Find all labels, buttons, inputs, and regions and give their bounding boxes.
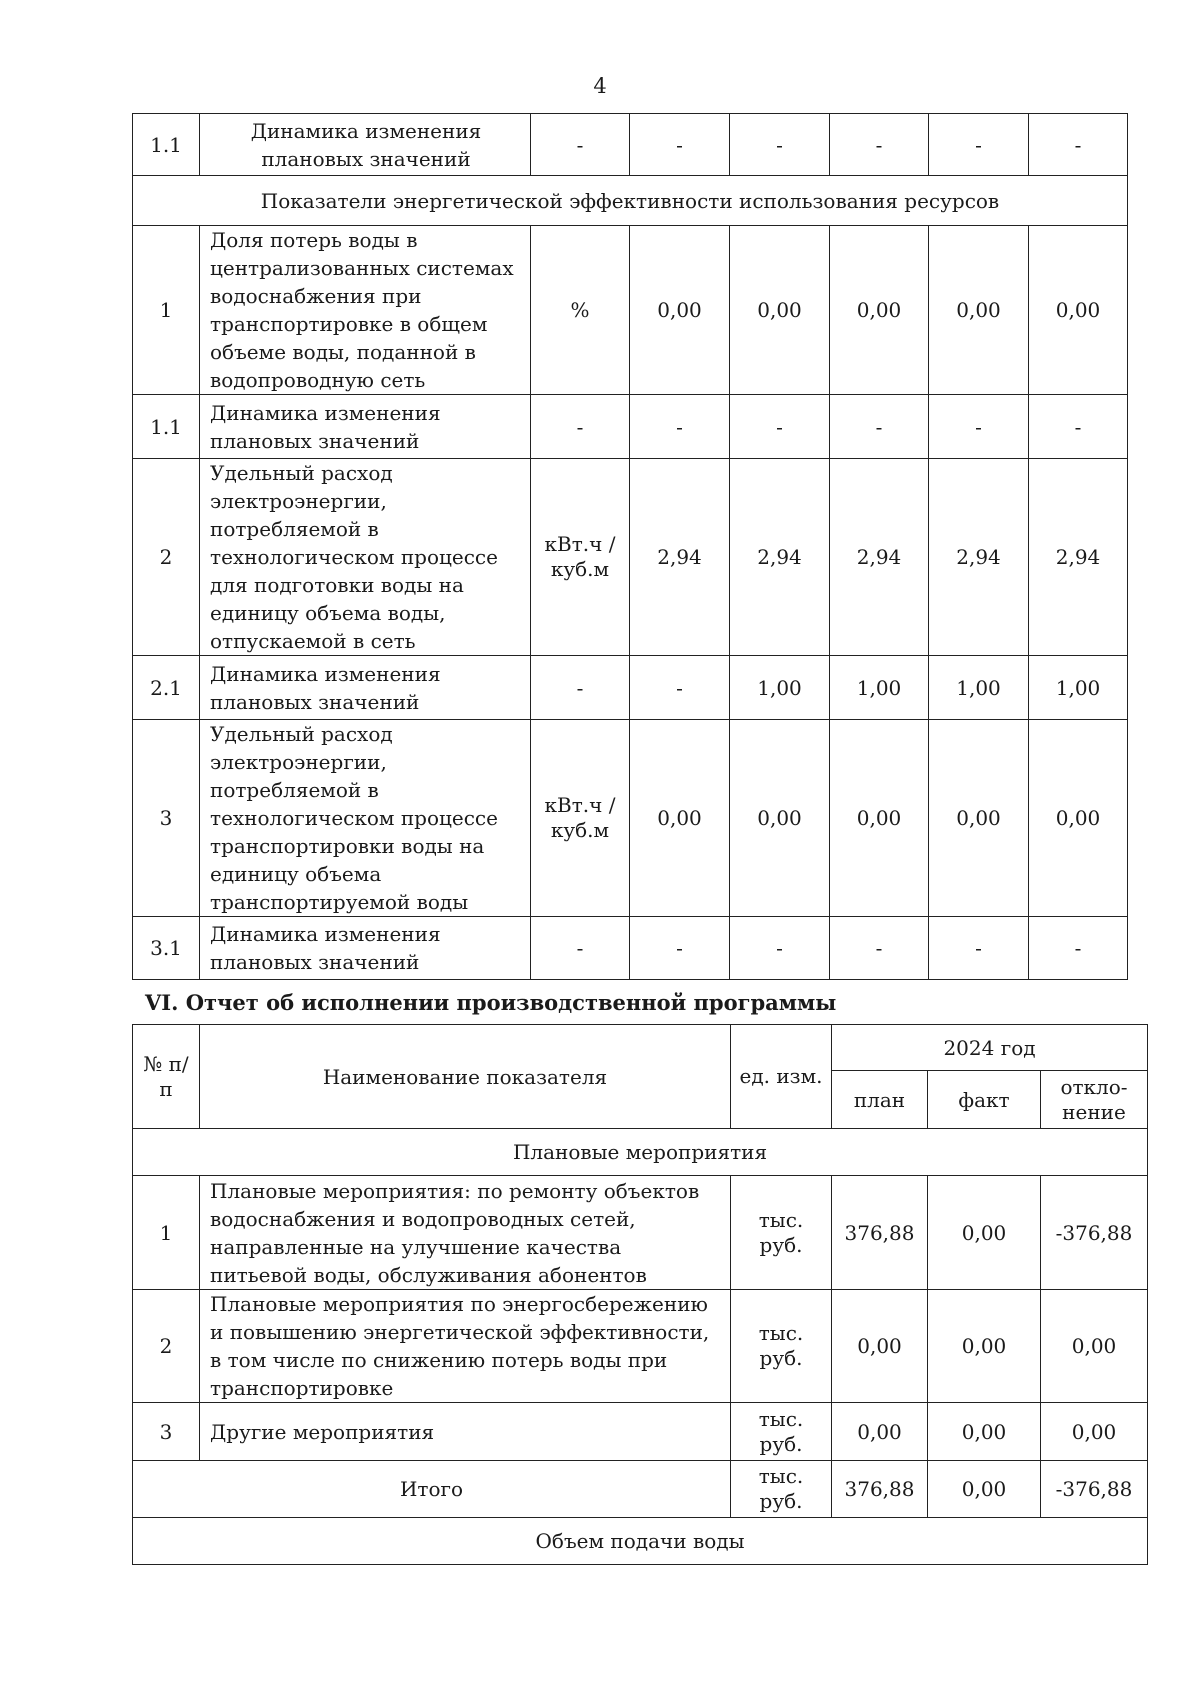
value-cell: - [730,917,830,980]
deviation-cell: -376,88 [1041,1176,1148,1290]
value-cell: - [630,395,730,459]
table-row [133,1403,1148,1461]
header-year: 2024 год [832,1025,1148,1071]
unit-cell: тыс. руб. [731,1176,832,1290]
indicator-name: Доля потерь воды в централизованных системах водоснабжения при транспортировке в общем объеме воды, поданной в водопроводную сеть [200,226,531,395]
value-cell: - [630,114,730,176]
value-cell: - [929,917,1029,980]
section-row [133,176,1128,226]
unit-cell: тыс. руб. [731,1403,832,1461]
indicator-name: Динамика изменения плановых значений [200,917,531,980]
indicator-name: Удельный расход электроэнергии, потребляемой в технологическом процессе транспортировки воды на единицу объема транспортируемой воды [200,720,531,917]
total-label: Итого [133,1461,731,1518]
section-row [133,1129,1148,1176]
table-row [133,1176,1148,1290]
page-number: 4 [593,74,607,98]
fact-cell: 0,00 [928,1461,1041,1518]
value-cell: 1,00 [1029,656,1128,720]
table-row [133,720,1128,917]
row-number: 3 [133,1403,200,1461]
row-number: 2.1 [133,656,200,720]
unit-cell: % [531,226,630,395]
unit-cell: - [531,917,630,980]
value-cell: 0,00 [929,226,1029,395]
row-number: 1 [133,1176,200,1290]
unit-cell: тыс. руб. [731,1290,832,1403]
value-cell: 0,00 [630,720,730,917]
measure-name: Плановые мероприятия по энергосбережению и повышению энергетической эффективности, в том числе по снижению потерь воды при транспортировке [200,1290,731,1403]
table-row [133,459,1128,656]
row-number: 2 [133,459,200,656]
table-row [133,917,1128,980]
measure-name: Плановые мероприятия: по ремонту объектов водоснабжения и водопроводных сетей, направленные на улучшение качества питьевой воды, обслуживания абонентов [200,1176,731,1290]
plan-cell: 0,00 [832,1290,928,1403]
section-row [133,1518,1148,1565]
row-number: 2 [133,1290,200,1403]
value-cell: 2,94 [1029,459,1128,656]
indicator-name: Динамика изменения плановых значений [200,656,531,720]
fact-cell: 0,00 [928,1176,1041,1290]
value-cell: 0,00 [830,226,929,395]
value-cell: 2,94 [730,459,830,656]
indicator-name: Удельный расход электроэнергии, потребляемой в технологическом процессе для подготовки воды на единицу объема воды, отпускаемой в сеть [200,459,531,656]
value-cell: - [830,395,929,459]
header-name: Наименование показателя [200,1025,731,1129]
indicator-name: Динамика изменения плановых значений [200,114,531,176]
deviation-cell: 0,00 [1041,1290,1148,1403]
unit-cell: тыс. руб. [731,1461,832,1518]
value-cell: 0,00 [929,720,1029,917]
value-cell: 0,00 [630,226,730,395]
section-label: Объем подачи воды [133,1518,1148,1565]
production-program-report-table [132,1024,1148,1565]
header-plan: план [832,1071,928,1129]
total-row [133,1461,1148,1518]
value-cell: - [929,395,1029,459]
row-number: 1 [133,226,200,395]
value-cell: - [730,114,830,176]
value-cell: 0,00 [730,720,830,917]
value-cell: 2,94 [630,459,730,656]
section-label: Показатели энергетической эффективности использования ресурсов [133,176,1128,226]
value-cell: - [830,114,929,176]
value-cell: - [929,114,1029,176]
value-cell: - [630,656,730,720]
value-cell: 1,00 [929,656,1029,720]
value-cell: 0,00 [1029,720,1128,917]
header-num: № п/п [133,1025,200,1129]
value-cell: - [1029,395,1128,459]
header-fact: факт [928,1071,1041,1129]
value-cell: 1,00 [830,656,929,720]
unit-cell: - [531,395,630,459]
section-label: Плановые мероприятия [133,1129,1148,1176]
energy-efficiency-table [132,113,1128,980]
row-number: 1.1 [133,114,200,176]
row-number: 1.1 [133,395,200,459]
fact-cell: 0,00 [928,1290,1041,1403]
plan-cell: 0,00 [832,1403,928,1461]
unit-cell: - [531,656,630,720]
value-cell: 1,00 [730,656,830,720]
value-cell: - [1029,114,1128,176]
plan-cell: 376,88 [832,1461,928,1518]
measure-name: Другие мероприятия [200,1403,731,1461]
header-deviation: откло-нение [1041,1071,1148,1129]
row-number: 3 [133,720,200,917]
value-cell: 2,94 [830,459,929,656]
unit-cell: кВт.ч / куб.м [531,459,630,656]
value-cell: 0,00 [1029,226,1128,395]
table-row [133,114,1128,176]
indicator-name: Динамика изменения плановых значений [200,395,531,459]
header-row [133,1025,1148,1071]
deviation-cell: -376,88 [1041,1461,1148,1518]
deviation-cell: 0,00 [1041,1403,1148,1461]
table-row [133,1290,1148,1403]
row-number: 3.1 [133,917,200,980]
value-cell: 2,94 [929,459,1029,656]
section-title: VI. Отчет об исполнении производственной программы [145,990,837,1015]
value-cell: - [830,917,929,980]
header-unit: ед. изм. [731,1025,832,1129]
table-row [133,226,1128,395]
value-cell: - [730,395,830,459]
table-row [133,395,1128,459]
value-cell: 0,00 [730,226,830,395]
value-cell: - [630,917,730,980]
value-cell: 0,00 [830,720,929,917]
table-row [133,656,1128,720]
unit-cell: кВт.ч / куб.м [531,720,630,917]
plan-cell: 376,88 [832,1176,928,1290]
value-cell: - [1029,917,1128,980]
unit-cell: - [531,114,630,176]
fact-cell: 0,00 [928,1403,1041,1461]
